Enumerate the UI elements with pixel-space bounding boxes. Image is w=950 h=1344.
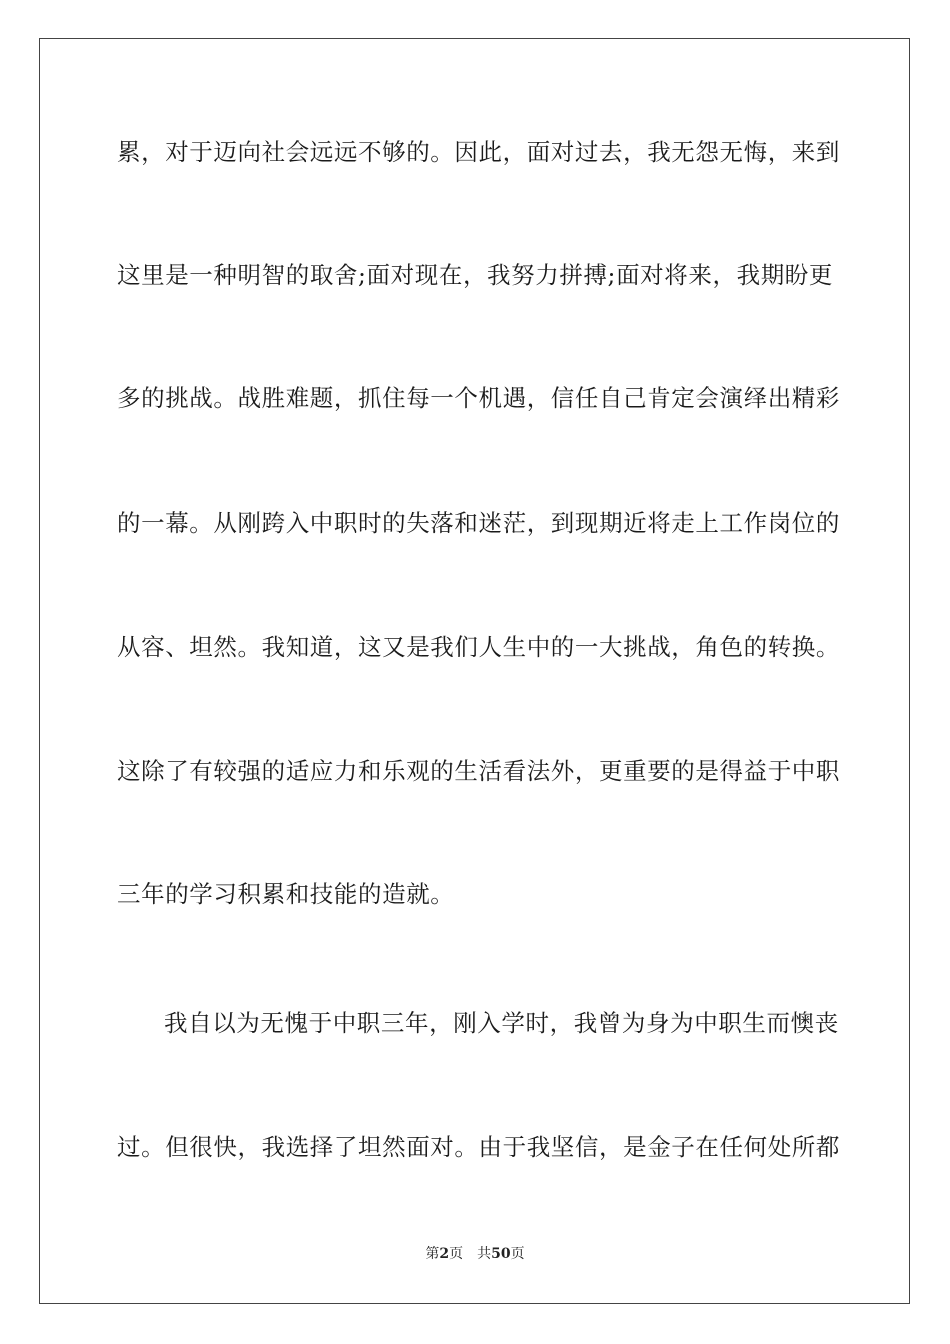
text-line-5: 从容、坦然。我知道，这又是我们人生中的一大挑战，角色的转换。 (117, 633, 840, 661)
total-pages: 50 (491, 1246, 511, 1262)
page-label-prefix: 第 (425, 1246, 440, 1262)
page-footer (0, 1245, 950, 1263)
page-number: 2 (439, 1246, 450, 1262)
page-label-suffix: 页 (449, 1246, 464, 1262)
text-line-2: 这里是一种明智的取舍;面对现在，我努力拼搏;面对将来，我期盼更 (117, 261, 833, 289)
text-line-4: 的一幕。从刚跨入中职时的失落和迷茫，到现期近将走上工作岗位的 (117, 509, 840, 537)
text-line-7: 三年的学习积累和技能的造就。 (117, 880, 455, 908)
text-line-9: 过。但很快，我选择了坦然面对。由于我坚信，是金子在任何处所都 (117, 1133, 840, 1161)
text-line-3: 多的挑战。战胜难题，抓住每一个机遇，信任自己肯定会演绎出精彩 (117, 384, 840, 412)
total-label-suffix: 页 (510, 1246, 525, 1262)
total-label-prefix: 共 (477, 1246, 492, 1262)
text-line-1: 累，对于迈向社会远远不够的。因此，面对过去，我无怨无悔，来到 (117, 138, 840, 166)
text-line-6: 这除了有较强的适应力和乐观的生活看法外，更重要的是得益于中职 (117, 757, 840, 785)
page-frame (39, 38, 910, 1304)
text-line-8: 我自以为无愧于中职三年，刚入学时，我曾为身为中职生而懊丧 (164, 1009, 839, 1037)
